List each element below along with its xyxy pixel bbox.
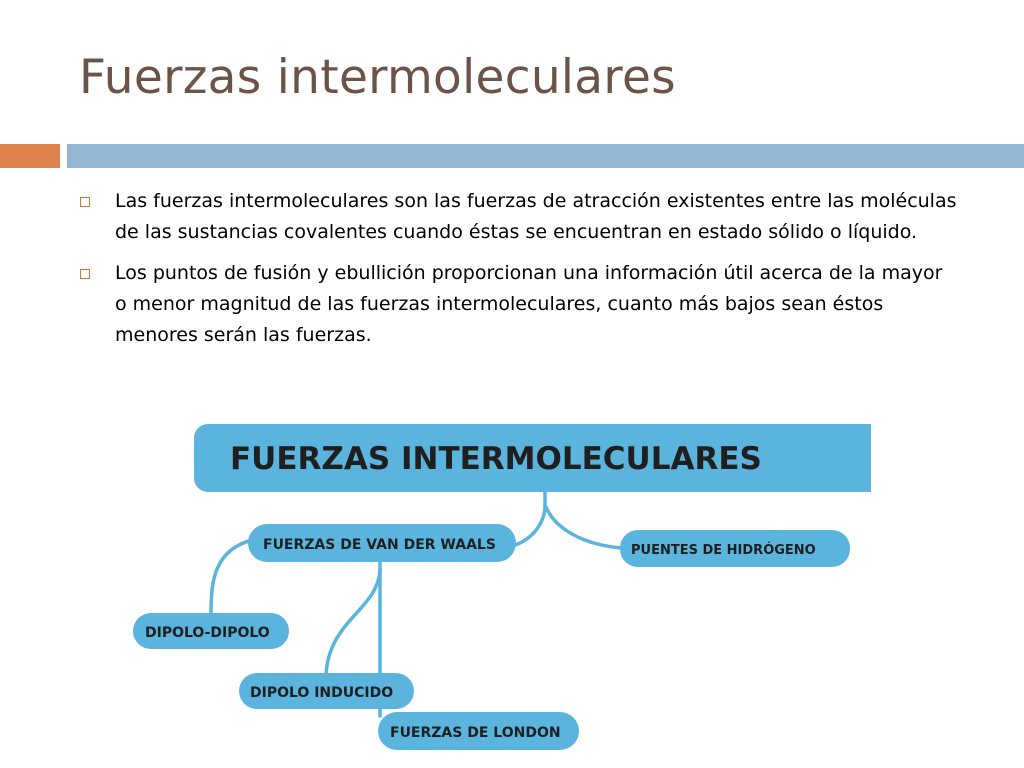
- slide-title: Fuerzas intermoleculares: [79, 50, 676, 105]
- connector-vdw-to-dipolo-inducido: [326, 570, 380, 676]
- node-van-der-waals: [248, 524, 516, 562]
- bullet-text: Las fuerzas intermoleculares son las fuerzas de atracción existentes entre las moléculas de las sustancias covalentes cuando éstas se encuentran en estado sólido o líquido.: [115, 190, 957, 243]
- node-london-label: FUERZAS DE LONDON: [390, 725, 561, 741]
- node-hidrogeno: [620, 530, 850, 567]
- node-hidrogeno-label: PUENTES DE HIDRÓGENO: [631, 543, 816, 558]
- root-node: [194, 420, 891, 496]
- connector-root-to-hidrogeno: [545, 505, 622, 548]
- node-van-der-waals-label: FUERZAS DE VAN DER WAALS: [263, 537, 496, 553]
- node-dipolo-dipolo-label: DIPOLO-DIPOLO: [145, 625, 270, 641]
- node-dipolo-inducido-label: DIPOLO INDUCIDO: [250, 685, 394, 701]
- root-node-label: FUERZAS INTERMOLECULARES: [230, 441, 762, 477]
- connector-root-to-van-der-waals: [515, 490, 545, 545]
- node-london: [378, 712, 579, 750]
- node-dipolo-dipolo: [133, 613, 289, 649]
- node-dipolo-inducido: [239, 673, 414, 709]
- connector-vdw-to-dipolo-dipolo: [211, 540, 252, 612]
- bullet-text: Los puntos de fusión y ebullición proporcionan una información útil acerca de la mayor o menor magnitud de las fuerzas intermoleculares, cuanto más bajos sean éstos menores serán las fuerzas.: [115, 262, 943, 346]
